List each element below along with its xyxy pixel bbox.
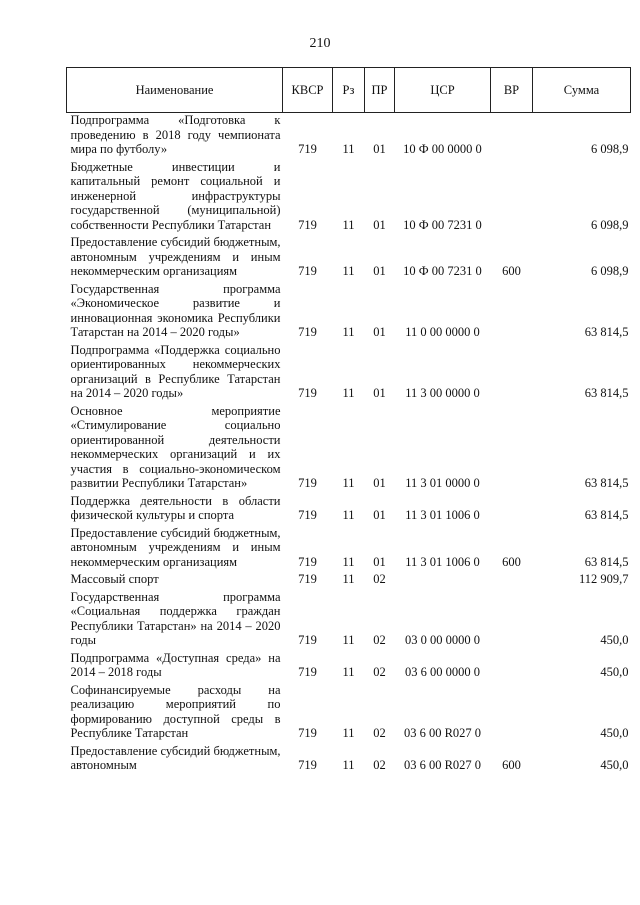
table-body (67, 113, 631, 776)
cell-name: Государственная программа «Социальная поддержка граждан Республики Татарстан» на 2014 – 2020 годы (70, 589, 281, 647)
cell-kvsr: 719 (298, 665, 317, 679)
cell-rz: 11 (342, 554, 355, 569)
cell-pr: 01 (373, 217, 386, 232)
cell-kvsr: 719 (298, 572, 317, 586)
budget-table (66, 67, 631, 776)
cell-kvsr: 719 (298, 264, 317, 278)
cell-name: Подпрограмма «Подготовка к проведению в 2018 году чемпионата мира по футболу» (70, 113, 281, 156)
header-pr: ПР (365, 68, 395, 113)
cell-rz: 11 (342, 386, 355, 400)
cell-rz: 11 (342, 264, 355, 278)
cell-pr: 02 (373, 726, 386, 740)
cell-sum: 450,0 (600, 726, 629, 740)
cell-name: Подпрограмма «Доступная среда» на 2014 – 2018 годы (70, 650, 281, 679)
header-name: Наименование (67, 68, 283, 113)
cell-name: Бюджетные инвестиции и капитальный ремонт социальной и инженерной инфраструктуры государственной (муниципальной) собственности Республики Татарстан (70, 159, 281, 232)
cell-csr: 11 0 00 0000 0 (405, 325, 480, 339)
cell-csr: 11 3 01 1006 0 (405, 554, 480, 569)
cell-kvsr: 719 (298, 386, 317, 400)
table-row (67, 160, 631, 236)
table-row (67, 744, 631, 776)
cell-sum: 63 814,5 (584, 554, 629, 569)
cell-sum: 450,0 (600, 633, 629, 647)
cell-csr (395, 572, 491, 590)
cell-vr (491, 160, 533, 236)
table-row (67, 590, 631, 651)
cell-sum: 112 909,7 (578, 572, 629, 586)
cell-sum: 63 814,5 (584, 476, 629, 490)
cell-pr: 01 (373, 476, 386, 490)
header-rz: Рз (333, 68, 365, 113)
table-row (67, 494, 631, 526)
cell-csr: 10 Ф 00 0000 0 (403, 142, 482, 156)
cell-sum: 450,0 (600, 758, 629, 772)
cell-sum: 6 098,9 (591, 264, 629, 278)
cell-pr: 02 (373, 758, 386, 772)
cell-vr: 600 (502, 758, 521, 772)
cell-name: Предоставление субсидий бюджетным, автономным учреждениям и иным некоммерческим организациям (70, 525, 281, 569)
cell-vr (491, 343, 533, 404)
cell-pr: 01 (373, 264, 386, 278)
cell-vr (491, 651, 533, 683)
table-row (67, 683, 631, 744)
cell-vr (491, 683, 533, 744)
cell-pr: 02 (373, 633, 386, 647)
cell-rz: 11 (342, 633, 355, 647)
page-number: 210 (309, 36, 331, 51)
cell-name: Предоставление субсидий бюджетным, автономным (70, 743, 281, 772)
cell-rz: 11 (342, 325, 355, 339)
table-row (67, 651, 631, 683)
cell-rz: 11 (342, 142, 355, 156)
cell-kvsr: 719 (298, 633, 317, 647)
cell-csr: 03 6 00 R027 0 (403, 758, 482, 772)
cell-pr: 01 (373, 554, 386, 569)
cell-kvsr: 719 (298, 142, 317, 156)
cell-vr (491, 282, 533, 343)
cell-kvsr: 719 (298, 508, 317, 522)
cell-pr: 01 (373, 142, 386, 156)
cell-name: Софинансируемые расходы на реализацию мероприятий по формированию доступной среды в Республике Татарстан (70, 682, 281, 740)
cell-pr: 02 (373, 665, 386, 679)
cell-csr: 11 3 01 0000 0 (405, 476, 480, 490)
cell-rz: 11 (342, 572, 355, 586)
table-row (67, 526, 631, 573)
cell-rz: 11 (342, 665, 355, 679)
cell-sum: 63 814,5 (584, 508, 629, 522)
header-kvsr: КВСР (283, 68, 333, 113)
cell-csr: 11 3 01 1006 0 (405, 508, 480, 522)
cell-sum: 6 098,9 (591, 142, 629, 156)
table-row (67, 404, 631, 494)
cell-rz: 11 (342, 476, 355, 490)
cell-vr: 600 (502, 264, 521, 278)
cell-vr: 600 (502, 554, 521, 569)
cell-pr: 01 (373, 325, 386, 339)
cell-kvsr: 719 (298, 217, 317, 232)
cell-vr (491, 404, 533, 494)
table-row (67, 572, 631, 590)
cell-csr: 03 0 00 0000 0 (405, 633, 480, 647)
cell-vr (491, 494, 533, 526)
cell-csr: 03 6 00 R027 0 (403, 726, 482, 740)
cell-rz: 11 (342, 217, 355, 232)
cell-vr (491, 590, 533, 651)
cell-kvsr: 719 (298, 726, 317, 740)
cell-sum: 63 814,5 (584, 386, 629, 400)
cell-vr (491, 572, 533, 590)
table-row (67, 235, 631, 282)
cell-csr: 10 Ф 00 7231 0 (403, 264, 482, 278)
cell-rz: 11 (342, 758, 355, 772)
header-vr: ВР (491, 68, 533, 113)
table-row (67, 113, 631, 160)
cell-kvsr: 719 (298, 758, 317, 772)
cell-name: Предоставление субсидий бюджетным, автономным учреждениям и иным некоммерческим организациям (70, 235, 281, 278)
cell-csr: 10 Ф 00 7231 0 (403, 217, 482, 232)
cell-vr (491, 113, 533, 160)
cell-name: Поддержка деятельности в области физической культуры и спорта (70, 493, 281, 522)
cell-kvsr: 719 (298, 476, 317, 490)
cell-csr: 03 6 00 0000 0 (405, 665, 480, 679)
cell-name: Массовый спорт (70, 572, 159, 586)
header-csr: ЦСР (395, 68, 491, 113)
header-sum: Сумма (533, 68, 631, 113)
cell-kvsr: 719 (298, 554, 317, 569)
cell-csr: 11 3 00 0000 0 (405, 386, 480, 400)
table-row (67, 282, 631, 343)
table-header (67, 68, 631, 113)
cell-pr: 01 (373, 386, 386, 400)
cell-sum: 63 814,5 (584, 325, 629, 339)
cell-name: Государственная программа «Экономическое развитие и инновационная экономика Республики Татарстан на 2014 – 2020 годы» (70, 281, 281, 339)
cell-pr: 01 (373, 508, 386, 522)
table-row (67, 343, 631, 404)
cell-rz: 11 (342, 508, 355, 522)
cell-sum: 6 098,9 (591, 217, 629, 232)
cell-name: Подпрограмма «Поддержка социально ориентированных некоммерческих организаций в Республике Татарстан на 2014 – 2020 годы» (70, 342, 281, 400)
cell-sum: 450,0 (600, 665, 629, 679)
cell-kvsr: 719 (298, 325, 317, 339)
cell-rz: 11 (342, 726, 355, 740)
cell-name: Основное мероприятие «Стимулирование социально ориентированной деятельности некоммерческих организаций и их участия в социально-экономическом развитии Республики Татарстан» (70, 403, 281, 490)
cell-pr: 02 (373, 572, 386, 586)
